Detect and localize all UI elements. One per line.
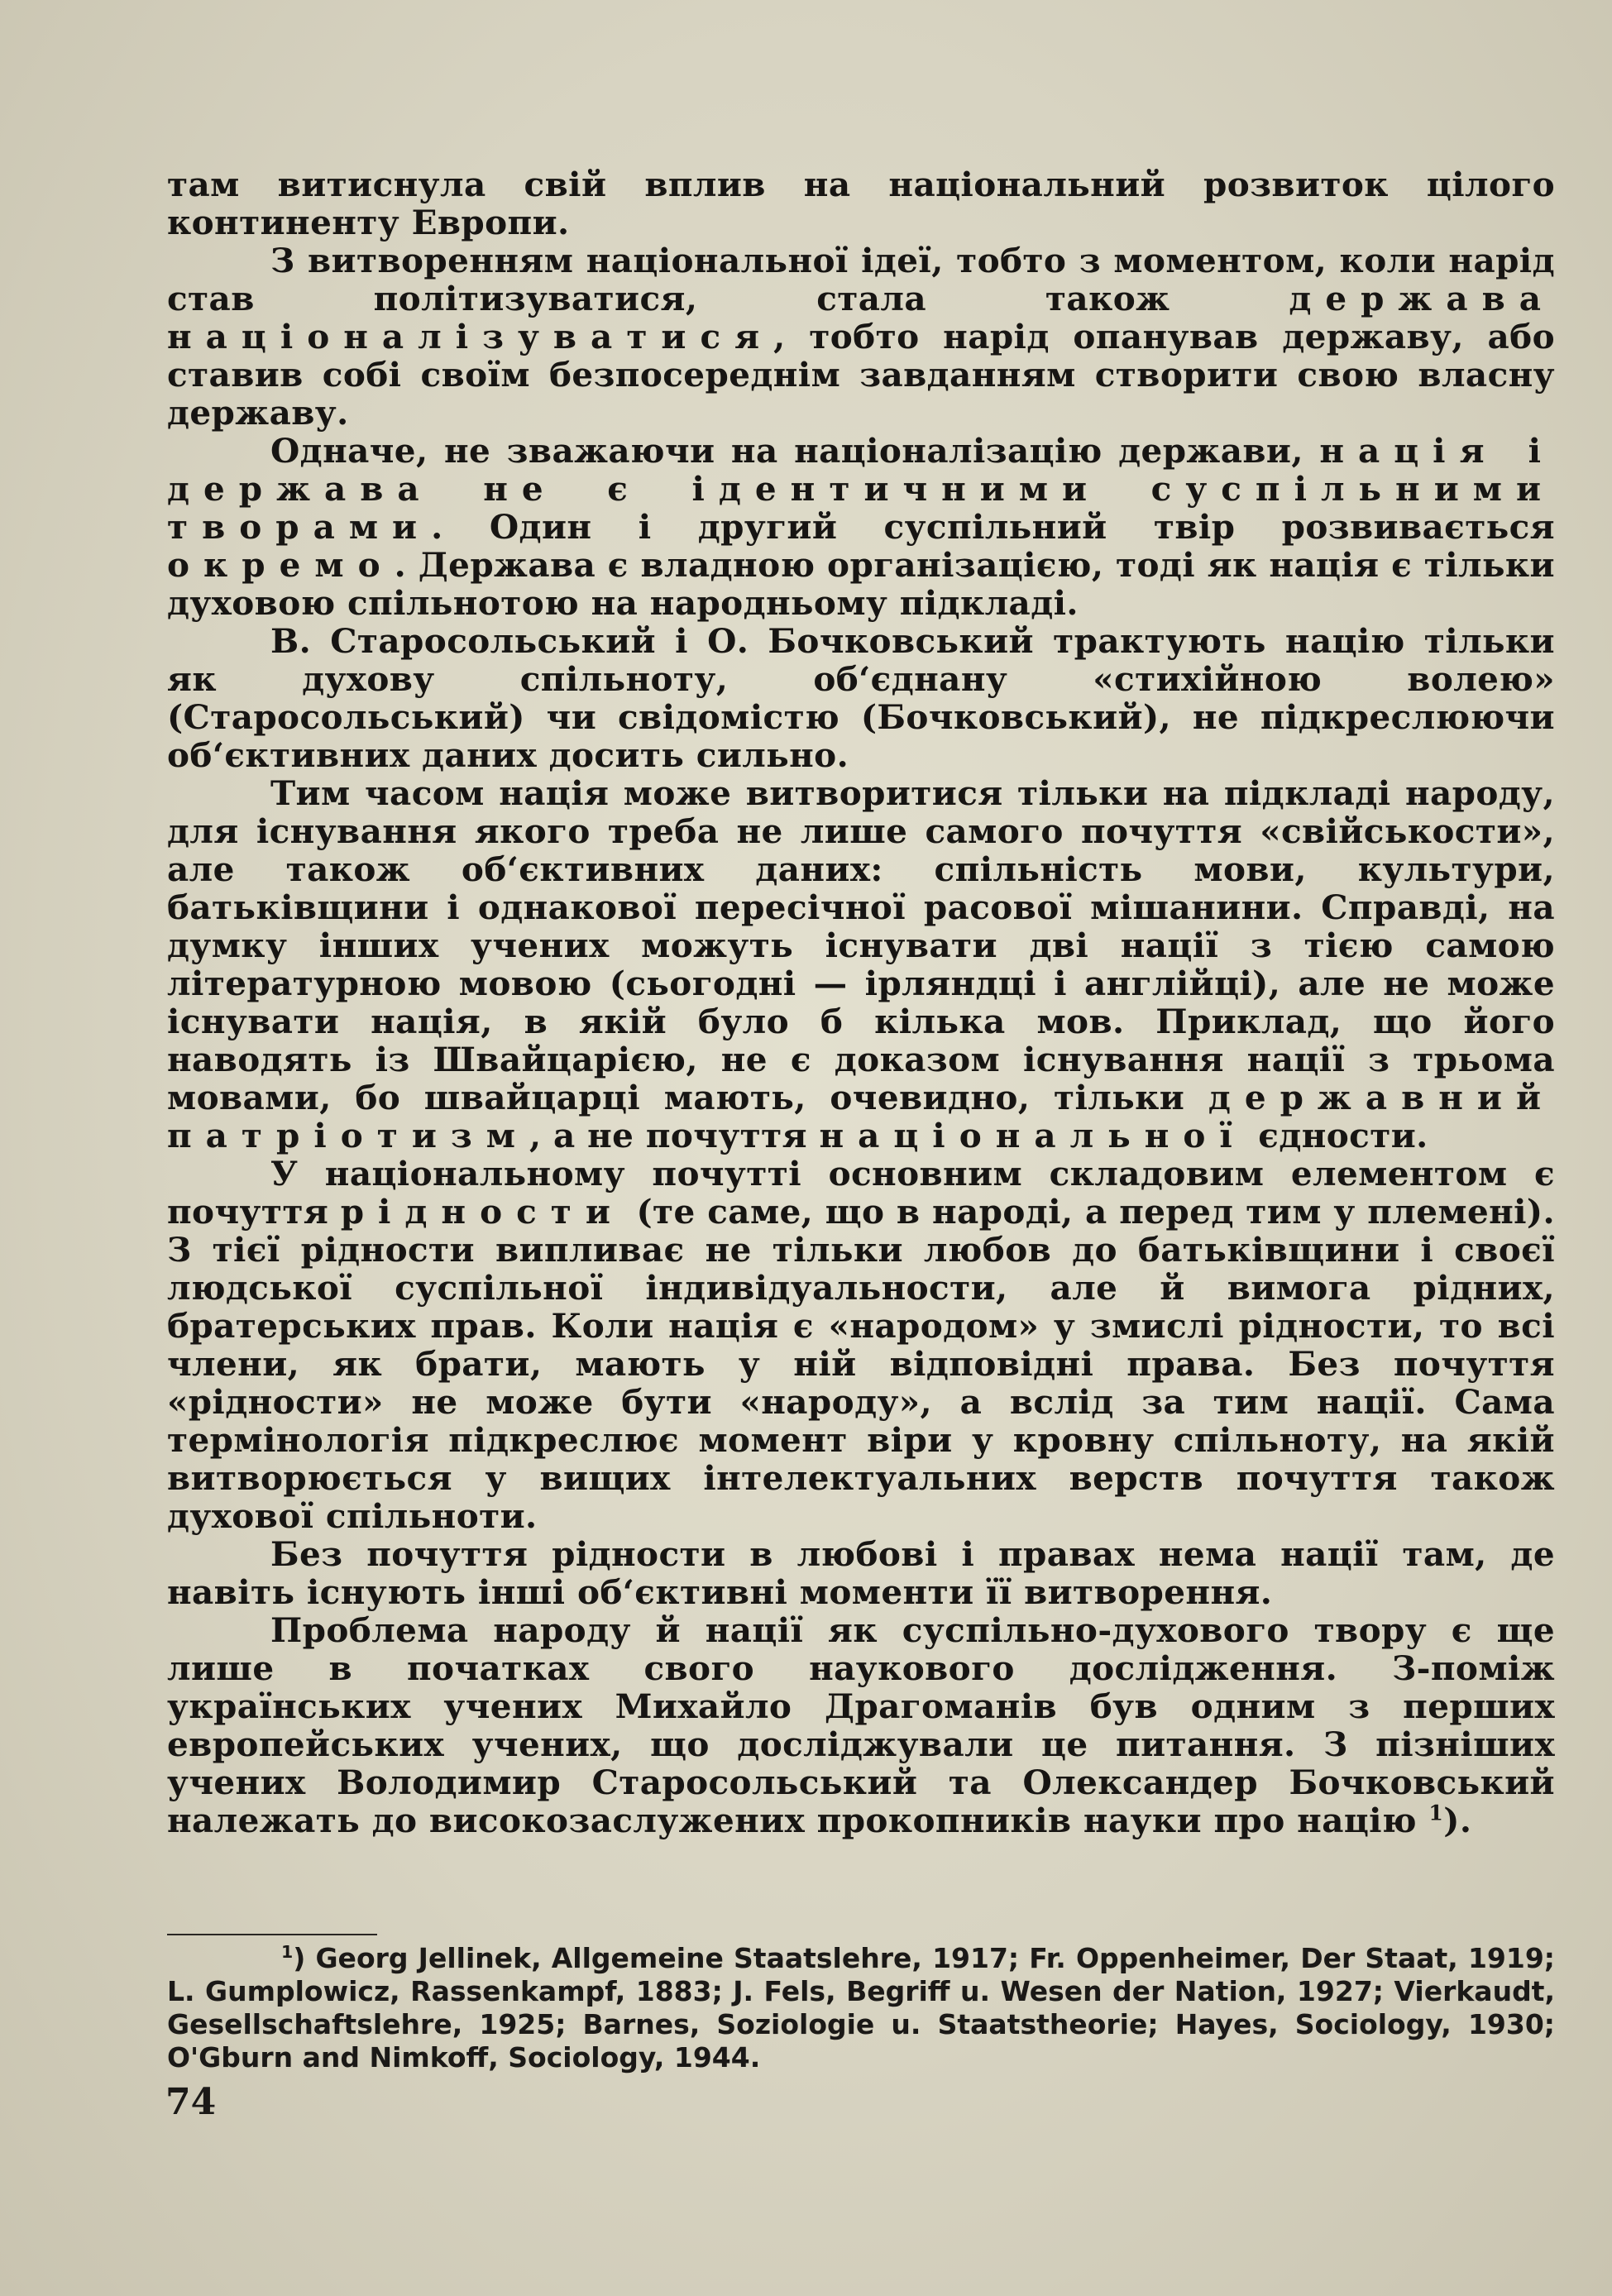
paragraph-8 (167, 1611, 1555, 1839)
footnote (167, 1942, 1555, 2074)
paragraph-7 (167, 1535, 1555, 1611)
text-run: , тобто нарід опанував державу, або ставив собі своїм безпосереднім завданням створити свою власну державу. (167, 317, 1555, 433)
text-run: ). (1443, 1801, 1472, 1840)
text-run: Тим часом нація може витворитися тільки на підкладі народу, для існування якого треба не лише самого почуття «свійськости», але також об‘єктивних даних: спільність мови, культури, батьківщини і однакової пересічної расової мішанини. Справді, на думку інших учених можуть існувати дві нації з тією самою літературною мовою (сьогодні — ірляндці і англійці), але не може існувати нація, в якій було б кілька мов. Приклад, що його наводять із Швайцарією, не є доказом існування нації з трьома мовами, бо швайцарці мають, очевидно, тільки (167, 773, 1555, 1117)
footnote-body (167, 1942, 1555, 2074)
spaced-emphasis: держава націоналізуватися (167, 279, 1555, 356)
body-text (167, 165, 1555, 1839)
spaced-emphasis: рідности (340, 1192, 624, 1232)
text-run: Проблема народу й нації як суспільно-духового твору є ще лише в початках свого наукового дослідження. З-поміж українських учених Михайло Драгоманів був одним з перших европейських учених, що досліджували це питання. З пізніших учених Володимир Старосольський та Олександер Бочковський належать до високозаслужених прокопників науки про націю (167, 1610, 1555, 1840)
text-run: . Один і другий суспільний твір розвивається (431, 507, 1555, 547)
spaced-emphasis: державний патріотизм (167, 1078, 1555, 1155)
text-run: Без почуття рідности в любові і правах нема нації там, де навіть існують інші об‘єктивні моменти її витворення. (167, 1534, 1555, 1612)
paragraph-2 (167, 242, 1555, 432)
text-run: В. Старосольський і О. Бочковський трактують націю тільки як духову спільноту, об‘єднану «стихійною волею» (Старосольський) чи свідомістю (Бочковський), не підкреслюючи об‘єктивних даних досить сильно. (167, 621, 1555, 775)
text-run: там витиснула свій вплив на національний розвиток цілого континенту Европи. (167, 165, 1555, 242)
footnote-divider (167, 1934, 377, 1935)
spaced-emphasis: національної (819, 1116, 1246, 1155)
spaced-emphasis: окремо (167, 545, 395, 585)
paragraph-1 (167, 165, 1555, 242)
footnote-marker: 1 (281, 1942, 294, 1962)
text-run: У національному почутті основним складовим елементом є почуття (167, 1154, 1555, 1232)
footnote-reference: 1 (1428, 1800, 1444, 1825)
footnote-text: ) Georg Jellinek, Allgemeine Staatslehre, 1917; Fr. Oppenheimer, Der Staat, 1919; L. Gumplowicz, Rassenkampf, 1883; J. Fels, Begriff u. Wesen der Nation, 1927; Vierkaudt, Gesellschaftslehre, 1925; Barnes, Soziologie u. Staatstheorie; Hayes, Sociology, 1930; O'Gburn and Nimkoff, Sociology, 1944. (167, 1942, 1555, 2074)
paragraph-3 (167, 432, 1555, 622)
text-run: З витворенням національної ідеї, тобто з моментом, коли нарід став політизуватися, стала також (167, 241, 1555, 318)
text-run: єдности. (1246, 1116, 1428, 1155)
paragraph-6 (167, 1155, 1555, 1535)
paragraph-5 (167, 774, 1555, 1155)
text-run: Одначе, не зважаючи на націоналізацію держави, (270, 431, 1320, 471)
text-run: (те саме, що в народі, а перед тим у племені). З тієї рідности випливає не тільки любов до батьківщини і своєї людської суспільної індивідуальности, але й вимога рідних, братерських прав. Коли нація є «народом» у змислі рідности, то всі члени, як брати, мають у ній відповідні права. Без почуття «рідности» не може бути «народу», а вслід за тим нації. Сама термінологія підкреслює момент віри у кровну спільноту, на якій витворюється у вищих інтелектуальних верств почуття також духової спільноти. (167, 1192, 1555, 1536)
text-run: , а не почуття (529, 1116, 820, 1155)
page-number: 74 (165, 2081, 217, 2123)
text-run: . Держава є владною організацією, тоді як нація є тільки духовою спільнотою на народньому підкладі. (167, 545, 1555, 623)
paragraph-4 (167, 622, 1555, 774)
spaced-emphasis: нація і держава не є ідентичними суспільними творами (167, 431, 1556, 547)
